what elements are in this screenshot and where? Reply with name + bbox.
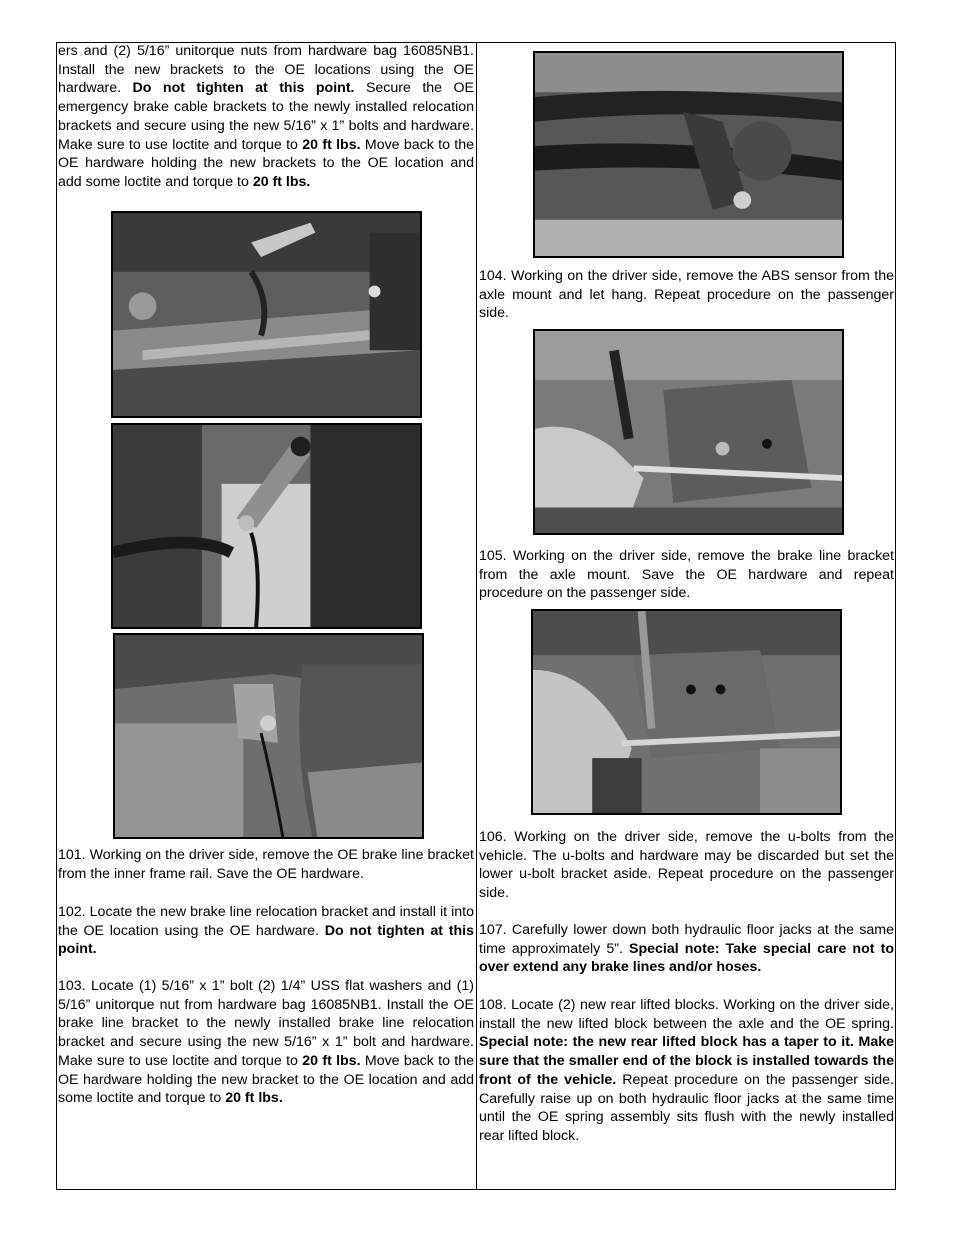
step-107	[479, 921, 894, 977]
step-108-text-2: Repeat procedure on the passenger side. Carefully raise up on both hydraulic floor jacks at the same time until the OE spring assembly sits flush with the newly installed rear lifted block.	[479, 1071, 894, 1144]
step-108	[479, 996, 894, 1146]
photo-cable-bracket-installed	[533, 51, 844, 258]
step-106-text: 106. Working on the driver side, remove the u-bolts from the vehicle. The u-bolts and hardware may be discarded but set the lower u-bolt bracket aside. Repeat procedure on the passenger side.	[479, 829, 894, 902]
step-102-bold: Do not tighten at this point.	[58, 922, 474, 958]
photo-brake-line-bracket	[111, 423, 422, 629]
step-100-text-2: Secure the OE emergency brake cable brackets to the newly installed relocation brackets and secure using the new 5/16” x 1” bolts and hardware. Make sure to use loctite and torque to	[58, 80, 475, 153]
step-100-bold-3: 20 ft lbs.	[252, 173, 311, 190]
step-100-text-1: ers and (2) 5/16” unitorque nuts from hardware bag 16085NB1. Install the new brackets to the OE locations using the OE hardware.	[58, 43, 474, 97]
step-104-text: 104. Working on the driver side, remove the ABS sensor from the axle mount and let hang. Repeat procedure on the passenger side.	[479, 268, 894, 322]
step-103	[58, 977, 474, 1108]
step-100-text-3: Move back to the OE hardware holding the new brackets to the OE location and add some loctite and torque to	[58, 136, 475, 190]
step-103-text-2: Move back to the OE hardware holding the new bracket to the OE location and add some loctite and torque to	[58, 1052, 475, 1107]
step-105	[479, 547, 894, 603]
step-103-bold-2: 20 ft lbs.	[225, 1090, 283, 1107]
step-107-text: 107. Carefully lower down both hydraulic floor jacks at the same time approximately 5”.	[479, 922, 894, 957]
step-105-text: 105. Working on the driver side, remove the brake line bracket from the axle mount. Save the OE hardware and repeat procedure on the passenger side.	[479, 548, 894, 602]
photo-inner-frame-rail	[113, 633, 424, 839]
step-101	[58, 846, 474, 883]
step-100-continued	[58, 42, 474, 192]
step-106	[479, 828, 894, 903]
column-divider	[476, 42, 477, 1190]
step-100-bold-1: Do not tighten at this point.	[132, 80, 355, 97]
step-102-text: 102. Locate the new brake line relocation bracket and install it into the OE location using the OE hardware.	[58, 904, 474, 939]
photo-emergency-brake-bracket	[111, 211, 422, 418]
photo-brake-line-axle-mount	[531, 609, 842, 815]
step-108-bold: Special note: the new rear lifted block has a taper to it. Make sure that the smaller end of the block is installed towards the front of the vehicle.	[479, 1034, 894, 1088]
step-107-bold: Special note: Take special care not to over extend any brake lines and/or hoses.	[479, 940, 894, 976]
step-103-text-1: 103. Locate (1) 5/16” x 1” bolt (2) 1/4” USS flat washers and (1) 5/16” unitorque nut from hardware bag 16085NB1. Install the OE brake line bracket to the newly installed brake line relocation bracket and secure using the new 5/16” x 1” bolt and hardware. Make sure to use loctite and torque to	[58, 978, 474, 1069]
step-103-bold-1: 20 ft lbs.	[302, 1052, 361, 1069]
photo-abs-sensor	[533, 329, 844, 535]
step-104	[479, 267, 894, 323]
step-108-text-1: 108. Locate (2) new rear lifted blocks. Working on the driver side, install the new lifted block between the axle and the OE spring.	[479, 997, 894, 1032]
step-100-bold-2: 20 ft lbs.	[302, 136, 361, 153]
step-102	[58, 903, 474, 959]
step-101-text: 101. Working on the driver side, remove the OE brake line bracket from the inner frame rail. Save the OE hardware.	[58, 847, 474, 882]
